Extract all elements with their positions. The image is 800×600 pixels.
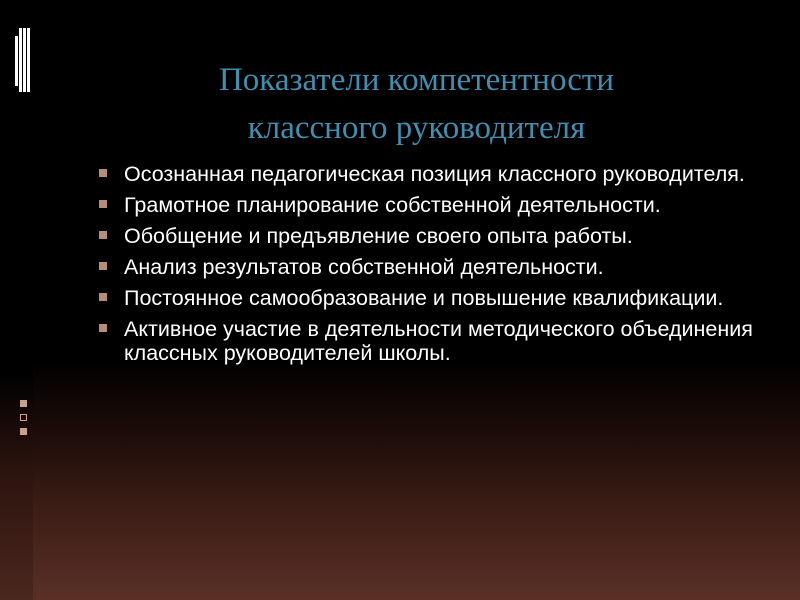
bullet-item — [96, 317, 756, 365]
stripe — [23, 28, 26, 92]
title-line: классного руководителя — [247, 110, 586, 146]
bullet-item — [96, 224, 756, 248]
stripe — [19, 28, 22, 92]
bullet-list — [96, 162, 756, 372]
bullet-text: Обобщение и предъявление своего опыта работы. — [124, 224, 633, 248]
bullet-item — [96, 255, 756, 279]
square-markers-decoration — [20, 400, 30, 450]
square-bullet-icon — [99, 262, 107, 270]
bullet-item — [96, 193, 756, 217]
bullet-text: Активное участие в деятельности методического объединения классных руководителей школы. — [124, 317, 753, 365]
square-bullet-icon — [99, 200, 107, 208]
square-marker — [20, 428, 27, 435]
bullet-text: Осознанная педагогическая позиция классного руководителя. — [124, 162, 745, 186]
square-marker — [20, 400, 27, 407]
square-marker — [20, 414, 27, 421]
bullet-text: Постоянное самообразование и повышение квалификации. — [124, 286, 724, 310]
stripe — [15, 36, 18, 86]
square-bullet-icon — [99, 324, 107, 332]
slide-title — [33, 56, 800, 152]
square-bullet-icon — [99, 169, 107, 177]
bullet-item — [96, 286, 756, 310]
left-decorative-strip — [0, 0, 33, 600]
square-bullet-icon — [99, 231, 107, 239]
square-bullet-icon — [99, 293, 107, 301]
bullet-text: Анализ результатов собственной деятельности. — [124, 255, 604, 279]
bullet-item — [96, 162, 756, 186]
stripe — [27, 28, 30, 92]
bullet-text: Грамотное планирование собственной деятельности. — [124, 193, 661, 217]
title-line: Показатели компетентности — [218, 62, 615, 98]
vertical-stripes-decoration — [0, 28, 33, 92]
